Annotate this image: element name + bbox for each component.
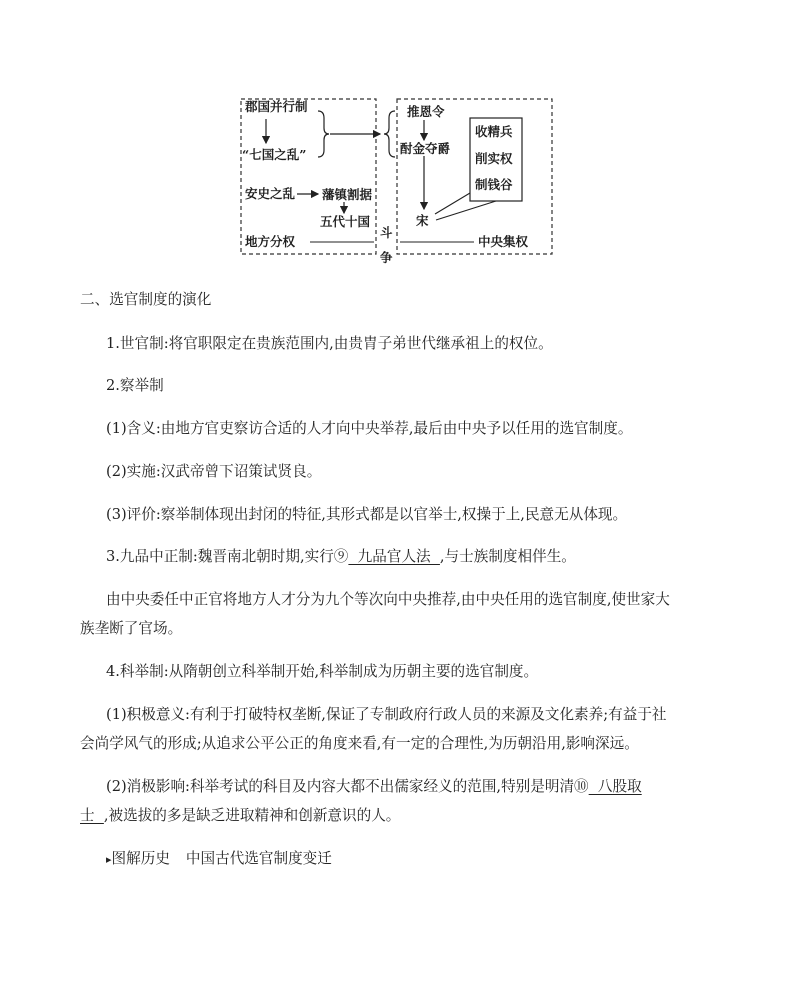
left-dashed-box [241, 99, 376, 254]
recommendation-meaning: (1)含义:由地方官吏察访合适的人才向中央举荐,最后由中央予以任用的选官制度。 [106, 420, 633, 437]
left-brace [318, 111, 329, 157]
seven-states-label: “七国之乱” [242, 147, 307, 162]
illustration-heading [106, 849, 332, 870]
exam-positive-line-1: (1)积极意义:有利于打破特权垄断,保证了专制政府行政人员的来源及文化素养;有益于社 [106, 706, 667, 723]
song-label: 宋 [416, 213, 429, 228]
struggle-char-2: 争 [380, 250, 393, 265]
nine-rank-desc-line-2: 族垄断了官场。 [80, 620, 183, 637]
song-link-2 [436, 201, 496, 220]
exam-negative-line-2 [80, 806, 400, 826]
history-diagram [240, 96, 554, 265]
struggle-char-1: 斗 [380, 225, 393, 240]
gold-tribute-label: 酎金夺爵 [400, 141, 451, 156]
commandery-system-label: 郡国并行制 [245, 99, 308, 114]
exam-negative-suffix: ,被选拔的多是缺乏进取精神和创新意识的人。 [103, 807, 401, 824]
right-brace [384, 111, 395, 157]
imperial-exam: 4.科举制:从隋朝创立科举制开始,科举制成为历朝主要的选官制度。 [106, 663, 539, 680]
exam-negative-blank-1: 八股取 [588, 778, 642, 795]
illustration-title: 中国古代选官制度变迁 [185, 850, 332, 867]
exam-negative-line-1 [106, 777, 642, 797]
anshi-label: 安史之乱 [245, 186, 296, 201]
song-measure-3: 制钱谷 [475, 177, 513, 192]
five-dynasties-label: 五代十国 [320, 214, 371, 229]
exam-positive-line-2: 会尚学风气的形成;从追求公平公正的角度来看,有一定的合理性,为历朝沿用,影响深远。 [80, 735, 639, 752]
illustration-label: 图解历史 [111, 850, 170, 867]
central-power-label: 中央集权 [478, 234, 529, 249]
local-power-label: 地方分权 [245, 234, 296, 249]
recommendation-title: 2.察举制 [106, 377, 164, 394]
exam-negative-blank-2: 士 [80, 807, 104, 824]
song-measure-1: 收精兵 [475, 124, 513, 139]
grace-decree-label: 推恩令 [407, 104, 445, 119]
section-title: 二、选官制度的演化 [80, 291, 212, 308]
nine-rank-suffix: ,与士族制度相伴生。 [439, 548, 576, 565]
triangle-marker-icon: ▸ [106, 853, 112, 866]
hereditary-system: 1.世官制:将官职限定在贵族范围内,由贵胄子弟世代继承祖上的权位。 [106, 335, 553, 352]
exam-negative-prefix: (2)消极影响:科举考试的科目及内容大都不出儒家经义的范围,特别是明清⑩ [106, 778, 589, 795]
nine-rank-prefix: 3.九品中正制:魏晋南北朝时期,实行⑨ [106, 548, 349, 565]
recommendation-evaluation: (3)评价:察举制体现出封闭的特征,其形式都是以官举士,权操于上,民意无从体现。 [106, 506, 628, 523]
nine-rank-system [106, 547, 576, 567]
warlord-label: 藩镇割据 [322, 187, 373, 202]
recommendation-practice: (2)实施:汉武帝曾下诏策试贤良。 [106, 463, 322, 480]
nine-rank-blank: 九品官人法 [348, 548, 440, 565]
song-measure-2: 削实权 [475, 151, 513, 166]
nine-rank-desc-line-1: 由中央委任中正官将地方人才分为九个等次向中央推荐,由中央任用的选官制度,使世家大 [106, 591, 670, 608]
